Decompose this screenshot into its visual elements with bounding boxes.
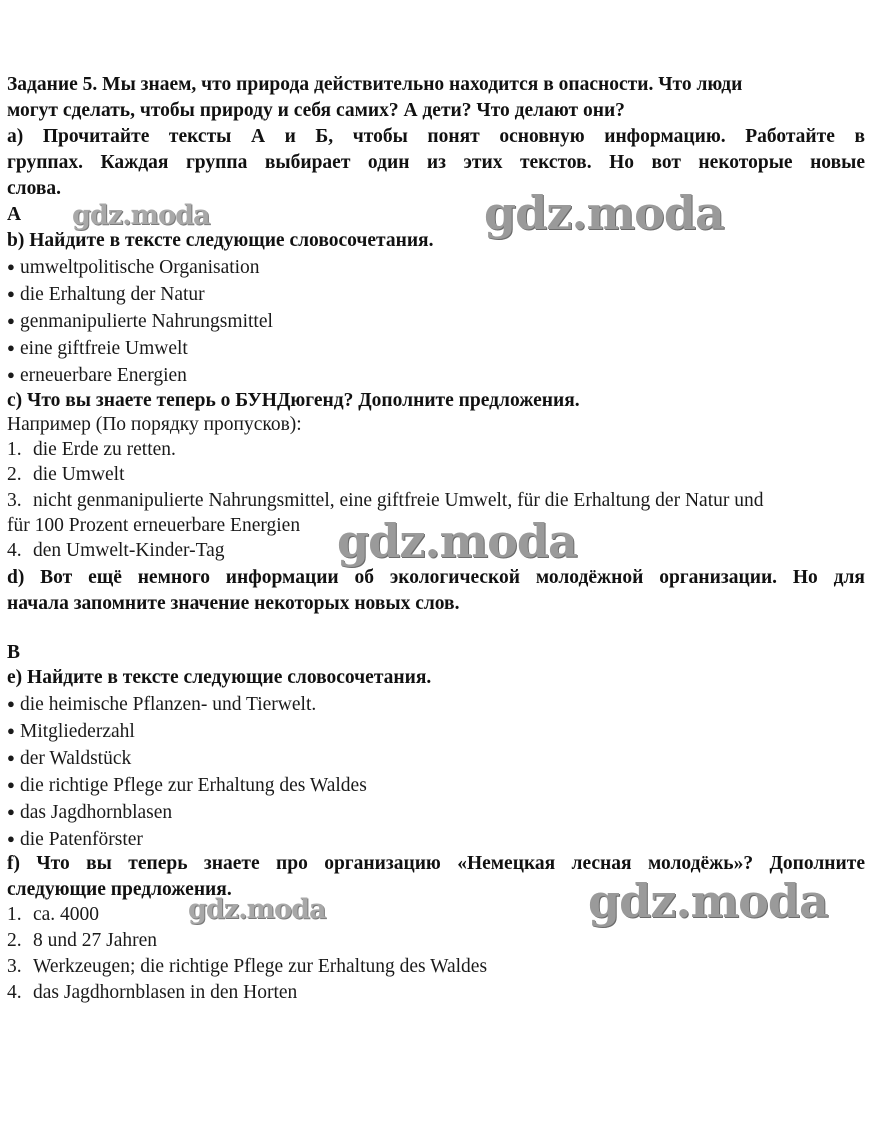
bullet-icon: ●	[7, 696, 15, 711]
watermark: gdz.moda	[337, 514, 577, 568]
task-e-heading: e) Найдите в тексте следующие словосочетания.	[7, 667, 432, 688]
watermark: gdz.moda	[72, 200, 210, 231]
bullet-icon: ●	[7, 259, 15, 274]
task-a-line-1: а) Прочитайте тексты А и Б, чтобы понят основную информацию. Работайте в	[7, 126, 865, 147]
answer-item: 2. die Umwelt	[7, 464, 125, 485]
bullet-icon: ●	[7, 313, 15, 328]
bullet-icon: ●	[7, 804, 15, 819]
bullet-icon: ●	[7, 286, 15, 301]
list-item: ● die Erhaltung der Natur	[7, 284, 205, 305]
list-item: ● die Patenförster	[7, 829, 143, 850]
task-d-line-2: начала запомните значение некоторых новых слов.	[7, 593, 460, 614]
answer-item-continuation: für 100 Prozent erneuerbare Energien	[7, 515, 301, 536]
list-item: ● Mitgliederzahl	[7, 721, 135, 742]
task-c-heading: с) Что вы знаете теперь о БУНДюгенд? Дополните предложения.	[7, 390, 580, 411]
task-b-heading: b) Найдите в тексте следующие словосочетания.	[7, 230, 434, 251]
bullet-icon: ●	[7, 831, 15, 846]
task-a-line-3: слова.	[7, 178, 62, 199]
answer-item: 4. das Jagdhornblasen in den Horten	[7, 982, 298, 1003]
list-item: ● der Waldstück	[7, 748, 132, 769]
task-f-line-1: f) Что вы теперь знаете про организацию «Немецкая лесная молодёжь»? Дополните	[7, 853, 865, 874]
watermark: gdz.moda	[484, 186, 724, 240]
task-f-line-2: следующие предложения.	[7, 879, 232, 900]
watermark: gdz.moda	[588, 874, 828, 928]
task-a-line-2: группах. Каждая группа выбирает один из этих текстов. Но вот некоторые новые	[7, 152, 865, 173]
list-item: ● erneuerbare Energien	[7, 365, 187, 386]
section-b-label: В	[7, 642, 21, 663]
list-item: ● die richtige Pflege zur Erhaltung des Waldes	[7, 775, 367, 796]
answer-item: 3. nicht genmanipulierte Nahrungsmittel, eine giftfreie Umwelt, für die Erhaltung der Natur und	[7, 490, 764, 511]
bullet-icon: ●	[7, 750, 15, 765]
list-item: ● eine giftfreie Umwelt	[7, 338, 188, 359]
answer-item: 4. den Umwelt-Kinder-Tag	[7, 540, 225, 561]
watermark: gdz.moda	[188, 894, 326, 925]
bullet-icon: ●	[7, 340, 15, 355]
list-item: ● das Jagdhornblasen	[7, 802, 173, 823]
section-a-label: А	[7, 204, 22, 225]
list-item: ● die heimische Pflanzen- und Tierwelt.	[7, 694, 317, 715]
task-d-line-1: d) Вот ещё немного информации об экологической молодёжной организации. Но для	[7, 567, 865, 588]
answer-item: 2. 8 und 27 Jahren	[7, 930, 158, 951]
bullet-icon: ●	[7, 723, 15, 738]
bullet-icon: ●	[7, 367, 15, 382]
task-5-heading-line-1: Задание 5. Мы знаем, что природа действительно находится в опасности. Что люди	[7, 74, 743, 95]
list-item: ● umweltpolitische Organisation	[7, 257, 260, 278]
answer-item: 1. ca. 4000	[7, 904, 100, 925]
bullet-icon: ●	[7, 777, 15, 792]
list-item: ● genmanipulierte Nahrungsmittel	[7, 311, 273, 332]
example-label: Например (По порядку пропусков):	[7, 414, 302, 435]
answer-item: 3. Werkzeugen; die richtige Pflege zur Erhaltung des Waldes	[7, 956, 488, 977]
answer-item: 1. die Erde zu retten.	[7, 439, 176, 460]
task-5-heading-line-2: могут сделать, чтобы природу и себя самих? А дети? Что делают они?	[7, 100, 625, 121]
